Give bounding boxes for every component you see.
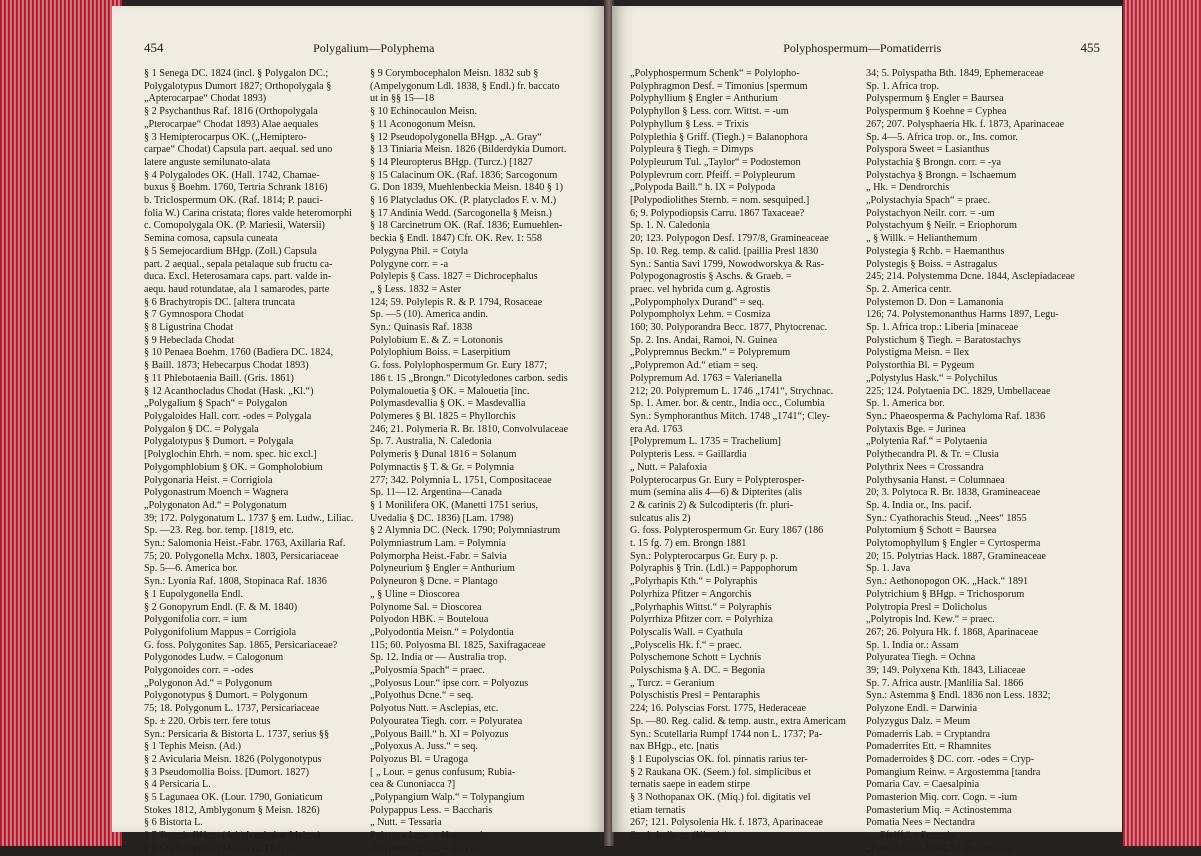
entry-line: 75; 20. Polygonella Mchx. 1803, Persicariaceae — [144, 550, 339, 562]
entry-line: Sp. —5 (10). America andin. — [370, 309, 488, 321]
entry-line: „Polyoxus A. Juss.“ = seq. — [370, 741, 478, 753]
entry-line: Polygonotypus § Dumort. = Polygonum — [144, 690, 308, 702]
entry-line: etiam ternatis — [630, 804, 686, 816]
entry-line: § 14 Pleuropterus BHgp. (Turcz.) [1827 — [370, 156, 533, 168]
entry-line: Pomaria Cav. = Caesalpinia — [866, 779, 980, 791]
entry-line: 39; 149. Polyxena Kth. 1843, Liliaceae — [866, 665, 1026, 677]
entry-line: § 13 Tiniaria Meisn. 1826 (Bilderdykia Dumort. — [370, 144, 567, 156]
entry-line: Polyzone Endl. = Darwinia — [866, 703, 977, 715]
entry-line: Polypompholyx Lehm. = Cosmiza — [630, 309, 771, 321]
entry-line: Sp. 1. India or. (Khasia) — [630, 830, 728, 842]
entry-line: 20; 15. Polytrias Hack. 1887, Gramineaceae — [866, 550, 1046, 562]
entry-line: Polyphyllum § Less. = Trixis — [630, 118, 749, 130]
right-running-head — [644, 40, 1100, 58]
entry-line: Polymeris § Dunal 1816 = Solanum — [370, 449, 517, 461]
entry-line: § 7 Gymnospora Chodat — [144, 309, 244, 321]
entry-line: Polypara Lour. = Houttuynia — [370, 830, 488, 842]
entry-line: Pomaderroides § DC. corr. -odes = Cryp- — [866, 753, 1035, 765]
right-column-2 — [866, 68, 1094, 854]
entry-line: 246; 21. Polymeria R. Br. 1810, Convolvulaceae — [370, 423, 569, 435]
entry-line: „Polyous Baill.“ h. XI = Polyozus — [370, 728, 509, 740]
entry-line: Pomaderrites Ett. = Rhamnites — [866, 741, 992, 753]
entry-line: cea & Cunoniacca ?] — [370, 779, 456, 791]
entry-line: „Polygonaton Ad.“ = Polygonatum — [144, 499, 287, 511]
entry-line: „Polytropis Ind. Kew.“ = praec. — [866, 614, 995, 626]
entry-line: § 17 Andinia Wedd. (Sarcogonella § Meisn.) — [370, 207, 552, 219]
entry-line: 34; 5. Polyspatha Bth. 1849, Ephemeraceae — [866, 68, 1044, 79]
entry-line: Polygonoides corr. = -odes — [144, 665, 254, 677]
entry-line: beckia § Endl. 1847) Cfr. OK. Rev. 1: 558 — [370, 233, 542, 245]
entry-line: era Ad. 1763 — [630, 423, 683, 435]
entry-line: § 15 Calacinum OK. (Raf. 1836; Sarcogonum — [370, 169, 558, 181]
entry-line: „ § Uline = Dioscorea — [370, 588, 460, 600]
entry-line: „Polyscelis Hk. f.“ = praec. — [630, 639, 742, 651]
entry-line: Polygalotypus Dumort 1827; Orthopolygala § — [144, 80, 332, 92]
right-page-columns — [630, 68, 1094, 854]
entry-line: 20; 3. Polytoca R. Br. 1838, Gramineaceae — [866, 487, 1041, 499]
entry-line: „Polypremon Ad.“ etiam = seq. — [630, 360, 758, 372]
entry-line: G. foss. Polygonites Sap. 1865, Persicariaceae? — [144, 639, 338, 651]
left-running-head — [144, 40, 584, 58]
entry-line: [Polypremum L. 1735 = Trachelium] — [630, 436, 781, 448]
entry-line: „Polystachyia Spach“ = praec. — [866, 195, 990, 207]
right-column-1 — [630, 68, 858, 842]
entry-line: § Baill. 1873; Hebecarpus Chodat 1893) — [144, 360, 309, 372]
entry-line: Syn.: Phaeosperma & Pachyloma Raf. 1836 — [866, 410, 1046, 422]
entry-line: Polyouratea Tiegh. corr. = Polyuratea — [370, 715, 523, 727]
entry-line: Syn.: Lyonia Raf. 1808, Stopinaca Raf. 1836 — [144, 576, 327, 588]
entry-line: § 9 Corymbocephalon Meisn. 1832 sub § — [370, 68, 539, 79]
left-column-2 — [370, 68, 588, 854]
entry-line: 20; 123. Polypogon Desf. 1797/8, Gramineaceae — [630, 233, 829, 245]
entry-line: § 3 Pseudomollia Boiss. [Dumort. 1827) — [144, 766, 309, 778]
entry-line: § 11 Phlebotaenia Baill. (Gris. 1861) — [144, 372, 294, 384]
entry-line: § 9 Hebeclada Chodat — [144, 334, 235, 346]
entry-line: Polystemon D. Don = Lamanonia — [866, 296, 1004, 308]
entry-line: § 6 Bistorta L. — [144, 817, 203, 829]
entry-line: Polypogonagrostis § Aschs. & Graeb. = — [630, 271, 792, 283]
entry-line: Sp. 5—6. America bor. — [144, 563, 238, 575]
entry-line: mum (semina alis 4—6) & Dipterites (alis — [630, 487, 803, 499]
entry-line: 267; 121. Polysolenia Hk. f. 1873, Aparinaceae — [630, 817, 823, 829]
entry-line: Polygyne corr. = -a — [370, 258, 449, 270]
entry-line: Polyuratea Tiegh. = Ochna — [866, 652, 976, 664]
entry-line: Polystachya § Brongn. = Ischaemum — [866, 169, 1017, 181]
entry-line: 186 t. 15 „Brongn.“ Dicotyledones carbon. sedis — [370, 372, 568, 384]
entry-line: Polyrhiza Pfitzer = Angorchis — [630, 588, 752, 600]
entry-line: Pomasterion Miq. corr. Cogn. = -ium — [866, 792, 1018, 804]
entry-line: aequ. haud rotundatae, ala 1 samarodes, parte — [144, 283, 330, 295]
entry-line: Sp. ± 220. Orbis terr. fere totus — [144, 715, 271, 727]
entry-line: Polyneuron § Dcne. = Plantago — [370, 576, 498, 588]
entry-line: [Polyglochin Ehrh. = nom. spec. hic excl.] — [144, 449, 317, 461]
entry-line: Polythysania Hanst. = Columnaea — [866, 474, 1005, 486]
entry-line: „Polyrhaphis Wittst.“ = Polyraphis — [630, 601, 772, 613]
left-page-columns — [144, 68, 588, 854]
entry-line: Polyphyllium § Engler = Anthurium — [630, 93, 778, 105]
entry-line: 115; 60. Polyosma Bl. 1825, Saxifragaceae — [370, 639, 546, 651]
entry-line: Sp. —80. Reg. calid. & temp. austr., extra Americam — [630, 715, 846, 727]
entry-line: Polypterocarpus Gr. Eury = Polypterosper- — [630, 474, 805, 486]
entry-line: Pomaderris Lab. = Cryptandra — [866, 728, 991, 740]
entry-line: Sp. 2. America centr. — [866, 283, 952, 295]
entry-line: Sp. 1. Amer. bor. & centr., India occ., Columbia — [630, 398, 825, 410]
entry-line: Sp. 1. America bor. — [866, 398, 945, 410]
entry-line: c. Comopolygala OK. (P. Mariesii, Watersii) — [144, 220, 325, 232]
entry-line: Syn.: Persicaria & Bistorta L. 1737, serius §§ — [144, 728, 330, 740]
entry-line: Polystachyon Neilr. corr. = -um — [866, 207, 995, 219]
entry-line: Syn.: Aethonopogon OK. „Hack.“ 1891 — [866, 576, 1029, 588]
entry-line: § 3 Nothopanax OK. (Miq.) fol. digitatis vel — [630, 792, 811, 804]
entry-line: latere anguste semilunato-alata — [144, 156, 271, 168]
entry-line: § 8 Ligustrina Chodat — [144, 322, 234, 334]
entry-line: [Polypodiolithes Sternb. = nom. sesquiped.] — [630, 195, 810, 207]
left-page-number: 454 — [144, 40, 164, 55]
book-page-edges-right — [1123, 0, 1201, 846]
entry-line: t. 15 fg. 7) em. Brongn 1881 — [630, 538, 747, 550]
entry-line: 39; 172. Polygonatum L. 1737 § em. Ludw., Liliac. — [144, 512, 354, 524]
entry-line: Polyschisma § A. DC. = Begonia — [630, 665, 766, 677]
entry-line: § 7 Tovaria BHgp. (Ad.) [cephalon Meisn.) — [144, 830, 321, 842]
entry-line: 267; 26. Polyura Hk. f. 1868, Aparinaceae — [866, 626, 1039, 638]
entry-line: Polylophium Boiss. = Laserpitium — [370, 347, 511, 359]
entry-line: § 2 Avicularia Meisn. 1826 (Polygonotypus — [144, 753, 322, 765]
entry-line: Polylepis § Cass. 1827 = Dichrocephalus — [370, 271, 538, 283]
entry-line: § 12 Acanthocladus Chodat (Hask. „Kl.“) — [144, 385, 314, 397]
entry-line: ut in §§ 15—18 — [370, 93, 435, 105]
entry-line: Stokes 1812, Amblygonum § Meisn. 1826) — [144, 804, 320, 816]
entry-line: buxus § Boehm. 1760, Tertria Schrank 1816) — [144, 182, 328, 194]
entry-line: 160; 30. Polyporandra Becc. 1877, Phytocrenac. — [630, 322, 828, 334]
entry-line: Sp. 1. India or.: Assam — [866, 639, 959, 651]
entry-line: 2 & carinis 2) & Sulcodipteris (fr. pluri- — [630, 499, 793, 511]
entry-line: Sp. 10. Reg. temp. & calid. [paillia Presl 1830 — [630, 245, 819, 257]
right-page — [612, 6, 1122, 854]
entry-line: Polyscalis Wall. = Cyathula — [630, 626, 743, 638]
entry-line: 75; 18. Polygonum L. 1737, Persicariaceae — [144, 703, 320, 715]
entry-line: 267; 207. Polysphaeria Hk. f. 1873, Aparinaceae — [866, 118, 1065, 130]
entry-line: G. foss. Polylophospermum Gr. Eury 1877; — [370, 360, 548, 372]
entry-line: 126; 74. Polystemonanthus Harms 1897, Legu- — [866, 309, 1059, 321]
entry-line: Syn.: Scutellaria Rumpf 1744 non L. 1737; Pa- — [630, 728, 823, 740]
entry-line: Polyneurium § Engler = Anthurium — [370, 563, 515, 575]
entry-line: part. 2 aequal., sepala petalaque sub fructu ca- — [144, 258, 333, 270]
entry-line: Polymniastrum Lam. = Polymnia — [370, 538, 506, 550]
entry-line: sulcatus alis 2) — [630, 512, 691, 524]
entry-line: Polyspermum § Engler = Baursea — [866, 93, 1004, 105]
entry-line: Polystegia § Rchb. = Haemanthus — [866, 245, 1005, 257]
entry-line: Polyschistis Presl = Pentaraphis — [630, 690, 760, 702]
entry-line: § 6 Brachytropis DC. [altera truncata — [144, 296, 296, 308]
entry-line: b. Triclospermum OK. (Raf. 1814; P. pauci- — [144, 195, 323, 207]
entry-line: „Pterocarpae“ Chodat 1893) Alae aequales — [144, 118, 319, 130]
entry-line: Polygyna Phil. = Cotyla — [370, 245, 469, 257]
entry-line: Polyphragmon Desf. = Timonius [spermum — [630, 80, 808, 92]
entry-line: Syn.: Quinasis Raf. 1838 — [370, 322, 473, 334]
entry-line: § 8 Cephalophilon Meisn. (a. Didymo- — [144, 842, 303, 854]
entry-line: ternatis saepe in eadem stirpe — [630, 779, 750, 791]
entry-line: § 2 Psychanthus Raf. 1816 (Orthopolygala — [144, 106, 318, 118]
entry-line: Sp. 1. Africa trop.: Liberia [minaceae — [866, 322, 1019, 334]
entry-line: Polyphyllon § Less. corr. Wittst. = -um — [630, 106, 789, 118]
entry-line: Polymasdevallia § OK. = Masdevallia — [370, 398, 526, 410]
entry-line: Syn.: Polypterocarpus Gr. Eury p. p. — [630, 550, 778, 562]
entry-line: „ Nutt. = Tessaria — [370, 817, 442, 829]
entry-line: „Polytenia Raf.“ = Polytaenia — [866, 436, 988, 448]
entry-line: § 10 Echinocaulon Meisn. — [370, 106, 477, 118]
entry-line: Pomasterium Miq. = Actinostemma — [866, 804, 1012, 816]
entry-line: (Ampelygonum Ldl. 1838, § Endl.) fr. baccato — [370, 80, 560, 92]
entry-line: Polygalotypus § Dumort. = Polygala — [144, 436, 294, 448]
entry-line: Syn.: Santia Savi 1799, Nowodworskya & Ras- — [630, 258, 825, 270]
entry-line: Syn.: Symphoranthus Mitch. 1748 „1741“; Cley- — [630, 410, 831, 422]
entry-line: 245; 214. Polystemma Dcne. 1844, Asclepiadaceae — [866, 271, 1075, 283]
entry-line: nax BHgp., etc. [natis — [630, 741, 719, 753]
entry-line: § 2 Gonopyrum Endl. (F. & M. 1840) — [144, 601, 298, 613]
entry-line: § 3 Hemipterocarpus OK. („Hemiptero- — [144, 131, 307, 143]
entry-line: 225; 124. Polytaenia DC. 1829, Umbellaceae — [866, 385, 1051, 397]
left-page — [112, 6, 606, 854]
entry-line: 277; 342. Polymnia L. 1751, Compositaceae — [370, 474, 552, 486]
entry-line: Polyrrhiza Pfitzer corr. = Polyrhiza — [630, 614, 773, 626]
entry-line: Polytaxis Bge. = Jurinea — [866, 423, 966, 435]
entry-line: Uvedalia § DC. 1836) [Lam. 1798) — [370, 512, 514, 524]
entry-line: Semina comosa, capsula cuneata — [144, 233, 278, 245]
entry-line: Sp. 12. India or — Australia trop. — [370, 652, 507, 664]
entry-line: Sp. —23. Reg. bor. temp. [1819, etc. — [144, 525, 294, 537]
entry-line: Polystachia § Brongn. corr. = -ya — [866, 156, 1002, 168]
entry-line: Polystichum § Tiegh. = Baratostachys — [866, 334, 1021, 346]
book-page-edges-left — [0, 0, 122, 846]
entry-line: Polytomophyllum § Engler = Cyrtosperma — [866, 538, 1041, 550]
entry-line: Pomatia Nees = Nectandra — [866, 817, 975, 829]
entry-line: Polyphema Lour. = Saccus — [370, 842, 480, 854]
entry-line: Polygonastrum Moench = Wagnera — [144, 487, 289, 499]
entry-line: § 1 Eupolyscias OK. fol. pinnatis rarius ter- — [630, 753, 808, 765]
entry-line: Sp. 7. Australia, N. Caledonia — [370, 436, 492, 448]
entry-line: § 1 Eupolygonella Endl. — [144, 588, 244, 600]
entry-line: „ Hk. = Dendrorchis — [866, 182, 950, 194]
entry-line: folia W.) Carina cristata; flores valde heteromorphi — [144, 207, 352, 219]
entry-line: Polypteris Less. = Gaillardia — [630, 449, 747, 461]
entry-line: Polytomium § Schott = Baursea — [866, 525, 997, 537]
entry-line: Pomangium Reinw. = Argostemma [tandra — [866, 766, 1041, 778]
entry-line: G. Don 1839, Muehlenbeckia Meisn. 1840 § 1) — [370, 182, 563, 194]
entry-line: Polyzygus Dalz. = Meum — [866, 715, 971, 727]
entry-line: Sp. 4. India or., Ins. pacif. — [866, 499, 972, 511]
entry-line: Polypappus Less. = Baccharis — [370, 804, 493, 816]
entry-line: Polytropia Presl = Dolicholus — [866, 601, 987, 613]
entry-line: Sp. 1. Africa trop. — [866, 80, 939, 92]
entry-line: Polymnactis § T. & Gr. = Polymnia — [370, 461, 515, 473]
entry-line: Polynome Sal. = Dioscorea — [370, 601, 482, 613]
entry-line: Polytrichium § BHgp. = Trichosporum — [866, 588, 1025, 600]
entry-line: Polypremum Ad. 1763 = Valerianella — [630, 372, 782, 384]
entry-line: 6; 9. Polypodiopsis Carru. 1867 Taxaceae? — [630, 207, 805, 219]
entry-line: Polypleura § Tiegh. = Dimyps — [630, 144, 754, 156]
entry-line: Polygonifolia corr. = ium — [144, 614, 248, 626]
entry-line: Polymalouetia § OK. = Malouetia [inc. — [370, 385, 530, 397]
entry-line: praec. vel hybrida cum g. Agrostis — [630, 283, 771, 295]
entry-line: Polyodon HBK. = Bouteloua — [370, 614, 489, 626]
entry-line: [ „ Lour. = genus confusum; Rubia- — [370, 766, 516, 778]
entry-line: Polygonifolium Mappus = Corrigiola — [144, 626, 297, 638]
entry-line: Polylobium E. & Z. = Lotononis — [370, 334, 503, 346]
entry-line: § 16 Platycladus OK. (P. platyclados F. v. M.) — [370, 195, 557, 207]
entry-line: Polygonodes Ludw. = Calogonum — [144, 652, 284, 664]
entry-line: § 1 Senega DC. 1824 (incl. § Polygalon DC.; — [144, 68, 329, 79]
entry-line: § 12 Pseudopolygonella BHgp. „A. Gray“ — [370, 131, 542, 143]
entry-line: „Polyrhapis Kth.“ = Polyraphis — [630, 576, 758, 588]
entry-line: Polythecandra Pl. & Tr. = Clusia — [866, 449, 999, 461]
entry-line: G. foss. Polypterospermum Gr. Eury 1867 (186 — [630, 525, 824, 537]
entry-line: duca. Excl. Heterosamara caps. part. valde in- — [144, 271, 332, 283]
entry-line: carpae“ Chodat) Capsula part. aequal. sed uno — [144, 144, 333, 156]
entry-line: § 18 Carcinetrum OK. (Raf. 1836; Eumuehlen- — [370, 220, 563, 232]
entry-line: „Polypangium Walp.“ = Tolypangium — [370, 792, 525, 804]
entry-line: „Polystylus Hask.“ = Polychilus — [866, 372, 998, 384]
entry-line: Sp. 1. N. Caledonia — [630, 220, 710, 232]
right-page-number: 455 — [1080, 40, 1100, 55]
entry-line: Polyplevrum corr. Pfeiff. = Polypleurum — [630, 169, 796, 181]
entry-line: § 1 Tephis Meisn. (Ad.) — [144, 741, 242, 753]
entry-line: „Polyodontia Meisn.“ = Polydontia — [370, 626, 514, 638]
entry-line: Polystigma Meisn. = Ilex — [866, 347, 970, 359]
entry-line: Sp. 4—5. Africa trop. or., Ins. comor. — [866, 131, 1018, 143]
entry-line: § 5 Lagunaea OK. (Lour. 1790, Goniaticum — [144, 792, 323, 804]
entry-line: Polystegis § Boiss. = Astragalus — [866, 258, 998, 270]
entry-line: Polyschemone Schott = Lychnis — [630, 652, 762, 664]
entry-line: „Pomatiderris HBK.“ = Pomaderris — [866, 842, 1011, 854]
entry-line: Syn.: Salomonia Heist.-Fabr. 1763, Axillaria Raf. — [144, 538, 346, 550]
entry-line: Polyspermum § Koehne = Cyphea — [866, 106, 1007, 118]
entry-line: § 1 Monilifera OK. (Manetti 1751 serius, — [370, 499, 539, 511]
entry-line: § 2 Alymnia DC. (Neck. 1790; Polymniastrum — [370, 525, 561, 537]
entry-line: Polypleurum Tul. „Taylor“ = Podostemon — [630, 156, 801, 168]
entry-line: Polyplethia § Griff. (Tiegh.) = Balanophora — [630, 131, 808, 143]
entry-line: Polystachyum § Neilr. = Eriophorum — [866, 220, 1017, 232]
entry-line: § 4 Persicaria L. — [144, 779, 211, 791]
entry-line: Sp. 2. Ins. Andai, Ramoi, N. Guinea — [630, 334, 778, 346]
entry-line: § 5 Semejocardium BHgp. (Zoll.) Capsula — [144, 245, 317, 257]
entry-line: Polygonaria Heist. = Corrigiola — [144, 474, 273, 486]
entry-line: Polymeres § Bl. 1825 = Phyllorchis — [370, 410, 516, 422]
entry-line: Sp. 7. Africa austr. [Manlilia Sal. 1866 — [866, 677, 1024, 689]
entry-line: § 11 Aconogonum Meisn. — [370, 118, 476, 130]
entry-line: Syn.: Cyathorachis Steud. „Nees“ 1855 — [866, 512, 1027, 524]
entry-line: „Polypoda Baill.“ h. IX = Polypoda — [630, 182, 776, 194]
entry-line: § 4 Polygalodes OK. (Hall. 1742, Chamae- — [144, 169, 320, 181]
entry-line: „Polygonon Ad.“ = Polygonum — [144, 677, 272, 689]
entry-line: „Polyphospermum Schenk“ = Polylopho- — [630, 68, 800, 79]
entry-line: Polyraphis § Trin. (Ldl.) = Pappophorum — [630, 563, 798, 575]
entry-line: „ Turcz. = Geranium — [630, 677, 715, 689]
left-column-1 — [144, 68, 362, 854]
entry-line: Polyozus Bl. = Uragoga — [370, 753, 468, 765]
entry-line: 212; 20. Polypremum L. 1746 „1741“, Strychnac. — [630, 385, 834, 397]
entry-line: Sp. 1. Java — [866, 563, 911, 575]
entry-line: Polyotus Nutt. = Asclepias, etc. — [370, 703, 499, 715]
entry-line: „Polypompholyx Durand“ = seq. — [630, 296, 765, 308]
entry-line: „Polyothus Dcne.“ = seq. — [370, 690, 474, 702]
left-running-title: Polygalium—Polyphema — [313, 41, 435, 55]
entry-line: Syn.: Astemma § Endl. 1836 non Less. 1832; — [866, 690, 1051, 702]
entry-line: Polygomphlobium § OK. = Gompholobium — [144, 461, 323, 473]
entry-line: Polygaloides Hall. corr. -odes = Polygala — [144, 410, 312, 422]
entry-line: „ § Less. 1832 = Aster — [370, 283, 462, 295]
entry-line: Polystorthia Bl. = Pygeum — [866, 360, 975, 372]
entry-line: Sp. 11—12. Argentina—Canada — [370, 487, 502, 499]
right-running-title: Polyphospermum—Pomatiderris — [783, 41, 942, 55]
entry-line: „ § Willk. = Helianthemum — [866, 233, 978, 245]
entry-line: „Polypremnus Beckm.“ = Polypremum — [630, 347, 791, 359]
entry-line: „Apterocarpae“ Chodat 1893) — [144, 93, 267, 105]
entry-line: 224; 16. Polyscias Forst. 1775, Hederaceae — [630, 703, 806, 715]
entry-line: Polyspora Sweet = Lasianthus — [866, 144, 990, 156]
entry-line: Polymorpha Heist.-Fabr. = Salvia — [370, 550, 507, 562]
entry-line: „Polyosmia Spach“ = praec. — [370, 665, 485, 677]
entry-line: § 2 Raukana OK. (Seem.) fol. simplicibus et — [630, 766, 812, 778]
entry-line: „Polyosus Lour.“ ipse corr. = Polyozus — [370, 677, 529, 689]
entry-line: „Polygalium § Spach“ = Polygalon — [144, 398, 288, 410]
entry-line: „ „ Pfeiff.“ = Pometia — [866, 830, 955, 842]
entry-line: „ Nutt. = Palafoxia — [630, 461, 708, 473]
entry-line: 124; 59. Polylepis R. & P. 1794, Rosaceae — [370, 296, 543, 308]
entry-line: Polythrix Nees = Crossandra — [866, 461, 984, 473]
entry-line: § 10 Penaea Boehm. 1760 (Badiera DC. 1824, — [144, 347, 333, 359]
entry-line: Polygalon § DC. = Polygala — [144, 423, 259, 435]
